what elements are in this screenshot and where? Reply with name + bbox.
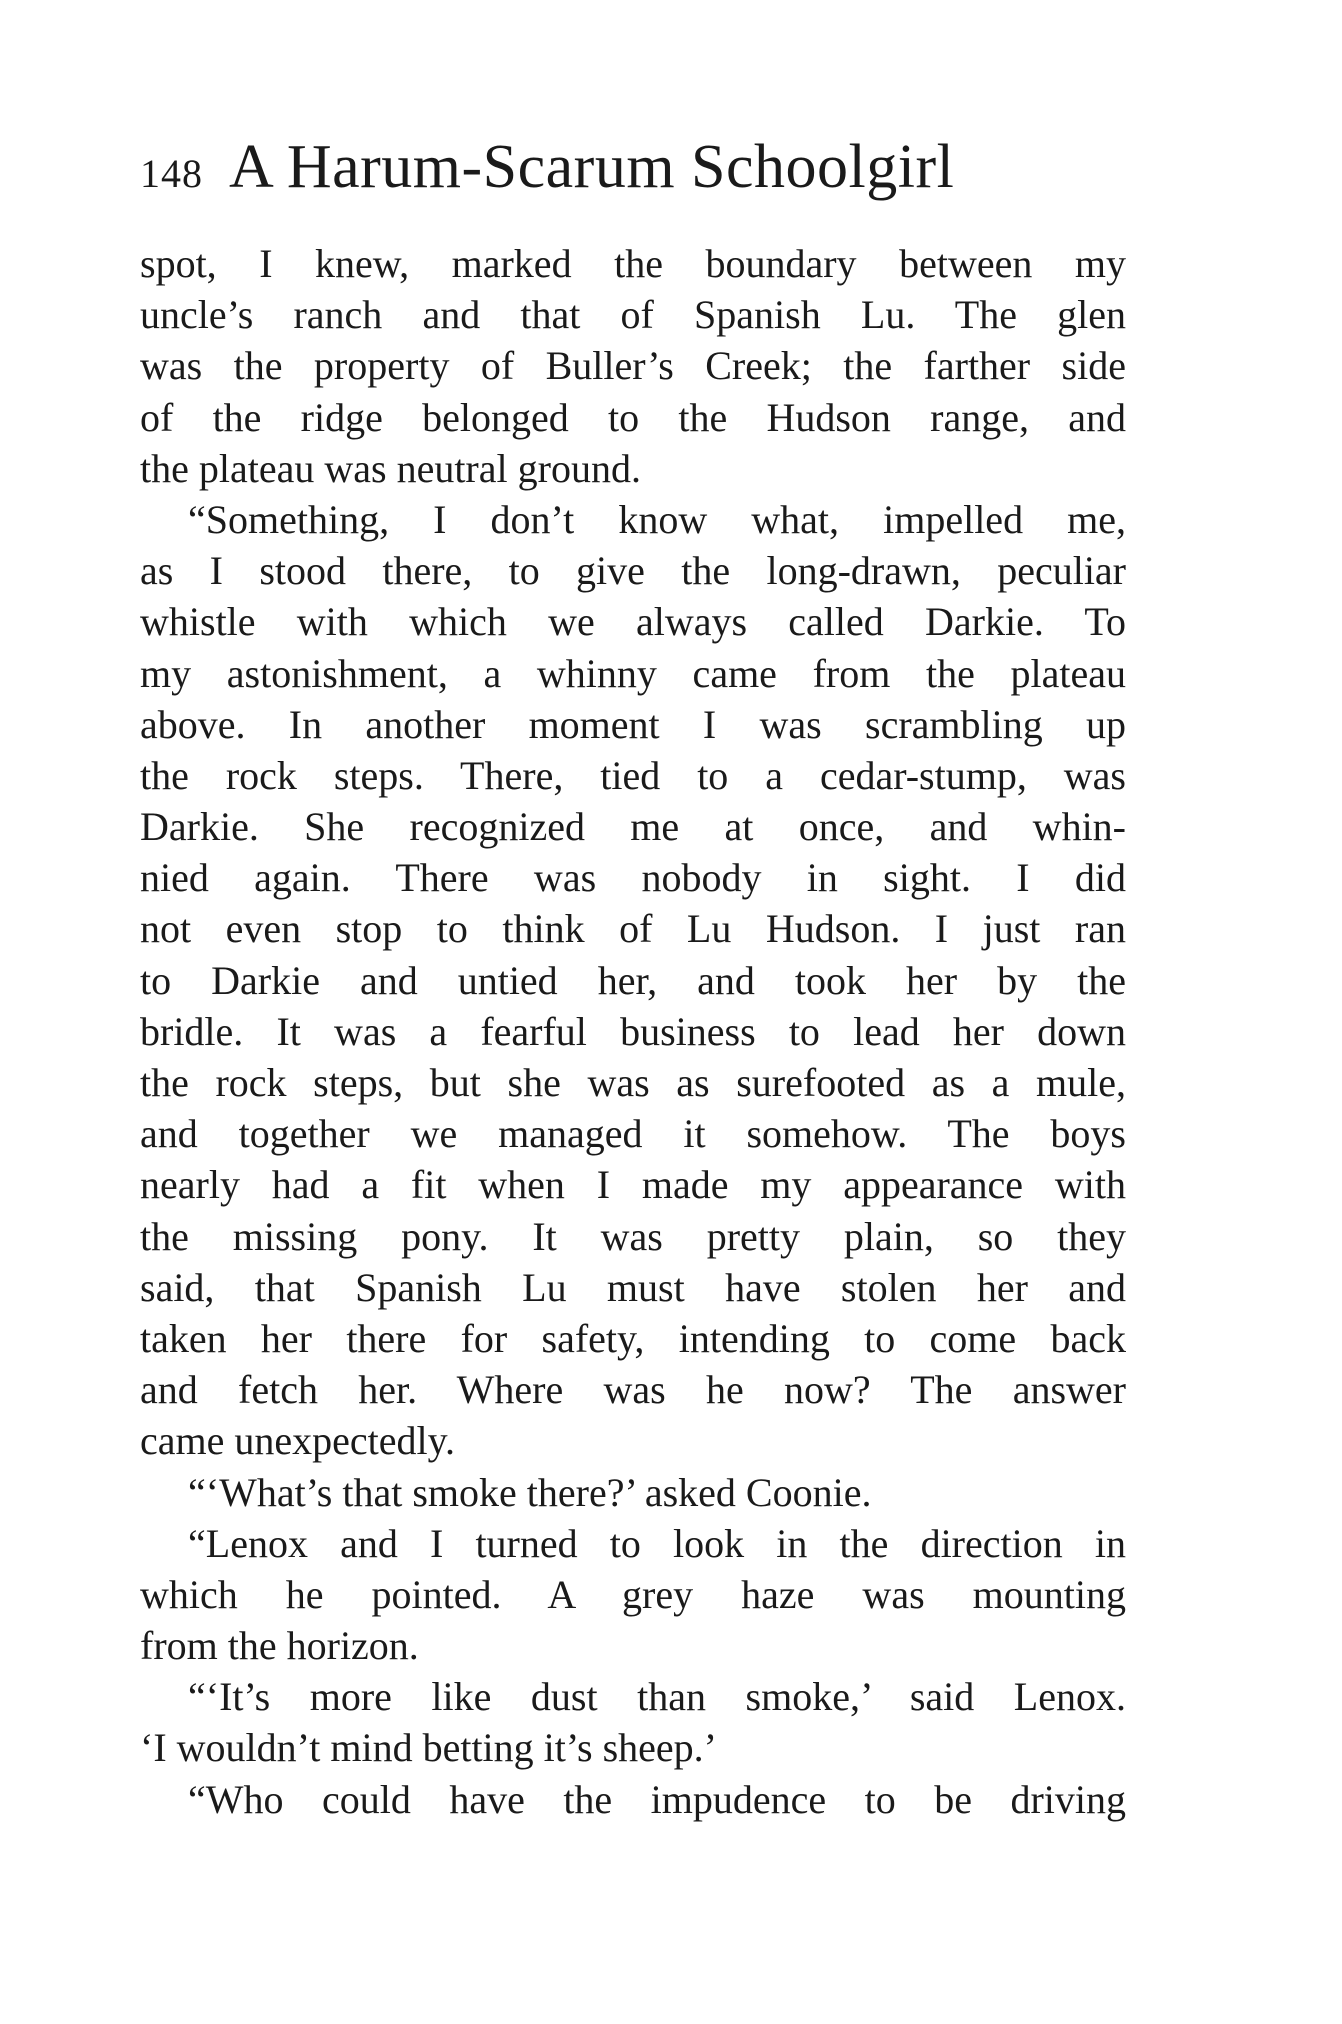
text-line: nied again. There was nobody in sight. I did <box>140 855 1126 901</box>
text-line: nearly had a fit when I made my appearance with <box>140 1162 1126 1208</box>
text-line: of the ridge belonged to the Hudson range, and <box>140 394 1126 440</box>
text-line: said, that Spanish Lu must have stolen her and <box>140 1264 1126 1310</box>
text-line: the rock steps, but she was as surefooted as a mule, <box>140 1060 1126 1105</box>
text-line: “Something, I don’t know what, impelled me, <box>188 496 1126 542</box>
text-line: and together we managed it somehow. The boys <box>140 1111 1126 1157</box>
text-line: uncle’s ranch and that of Spanish Lu. The glen <box>140 292 1126 338</box>
text-line: my astonishment, a whinny came from the plateau <box>140 650 1126 696</box>
text-line: “Who could have the impudence to be driving <box>188 1776 1126 1822</box>
text-line: the missing pony. It was pretty plain, so they <box>140 1213 1126 1259</box>
page-number: 148 <box>140 151 203 196</box>
text-line: and fetch her. Where was he now? The answer <box>140 1367 1126 1413</box>
running-title: A Harum-Scarum Schoolgirl <box>229 133 955 201</box>
text-line: whistle with which we always called Darkie. To <box>140 599 1126 645</box>
text-line: not even stop to think of Lu Hudson. I just ran <box>140 906 1126 952</box>
text-line: “Lenox and I turned to look in the direction in <box>188 1520 1126 1566</box>
text-line: Darkie. She recognized me at once, and whin- <box>140 804 1126 850</box>
text-line: the plateau was neutral ground. <box>140 445 641 491</box>
text-line: ‘I wouldn’t mind betting it’s sheep.’ <box>140 1725 717 1771</box>
text-line: to Darkie and untied her, and took her by the <box>140 957 1126 1003</box>
text-line: the rock steps. There, tied to a cedar-stump, was <box>140 752 1126 798</box>
text-line: above. In another moment I was scrambling up <box>140 701 1126 747</box>
text-line: taken her there for safety, intending to come back <box>140 1315 1126 1361</box>
text-line: was the property of Buller’s Creek; the farther side <box>140 343 1126 389</box>
text-line: “‘What’s that smoke there?’ asked Coonie. <box>188 1469 872 1515</box>
page-header <box>140 132 1140 212</box>
text-line: spot, I knew, marked the boundary between my <box>140 241 1126 286</box>
text-line: which he pointed. A grey haze was mounting <box>140 1571 1126 1617</box>
body-text <box>140 238 1126 1825</box>
text-line: came unexpectedly. <box>140 1418 456 1464</box>
text-line: from the horizon. <box>140 1623 419 1669</box>
text-line: as I stood there, to give the long-drawn, peculiar <box>140 548 1126 594</box>
text-line: “‘It’s more like dust than smoke,’ said Lenox. <box>188 1674 1126 1720</box>
text-line: bridle. It was a fearful business to lead her down <box>140 1008 1126 1054</box>
